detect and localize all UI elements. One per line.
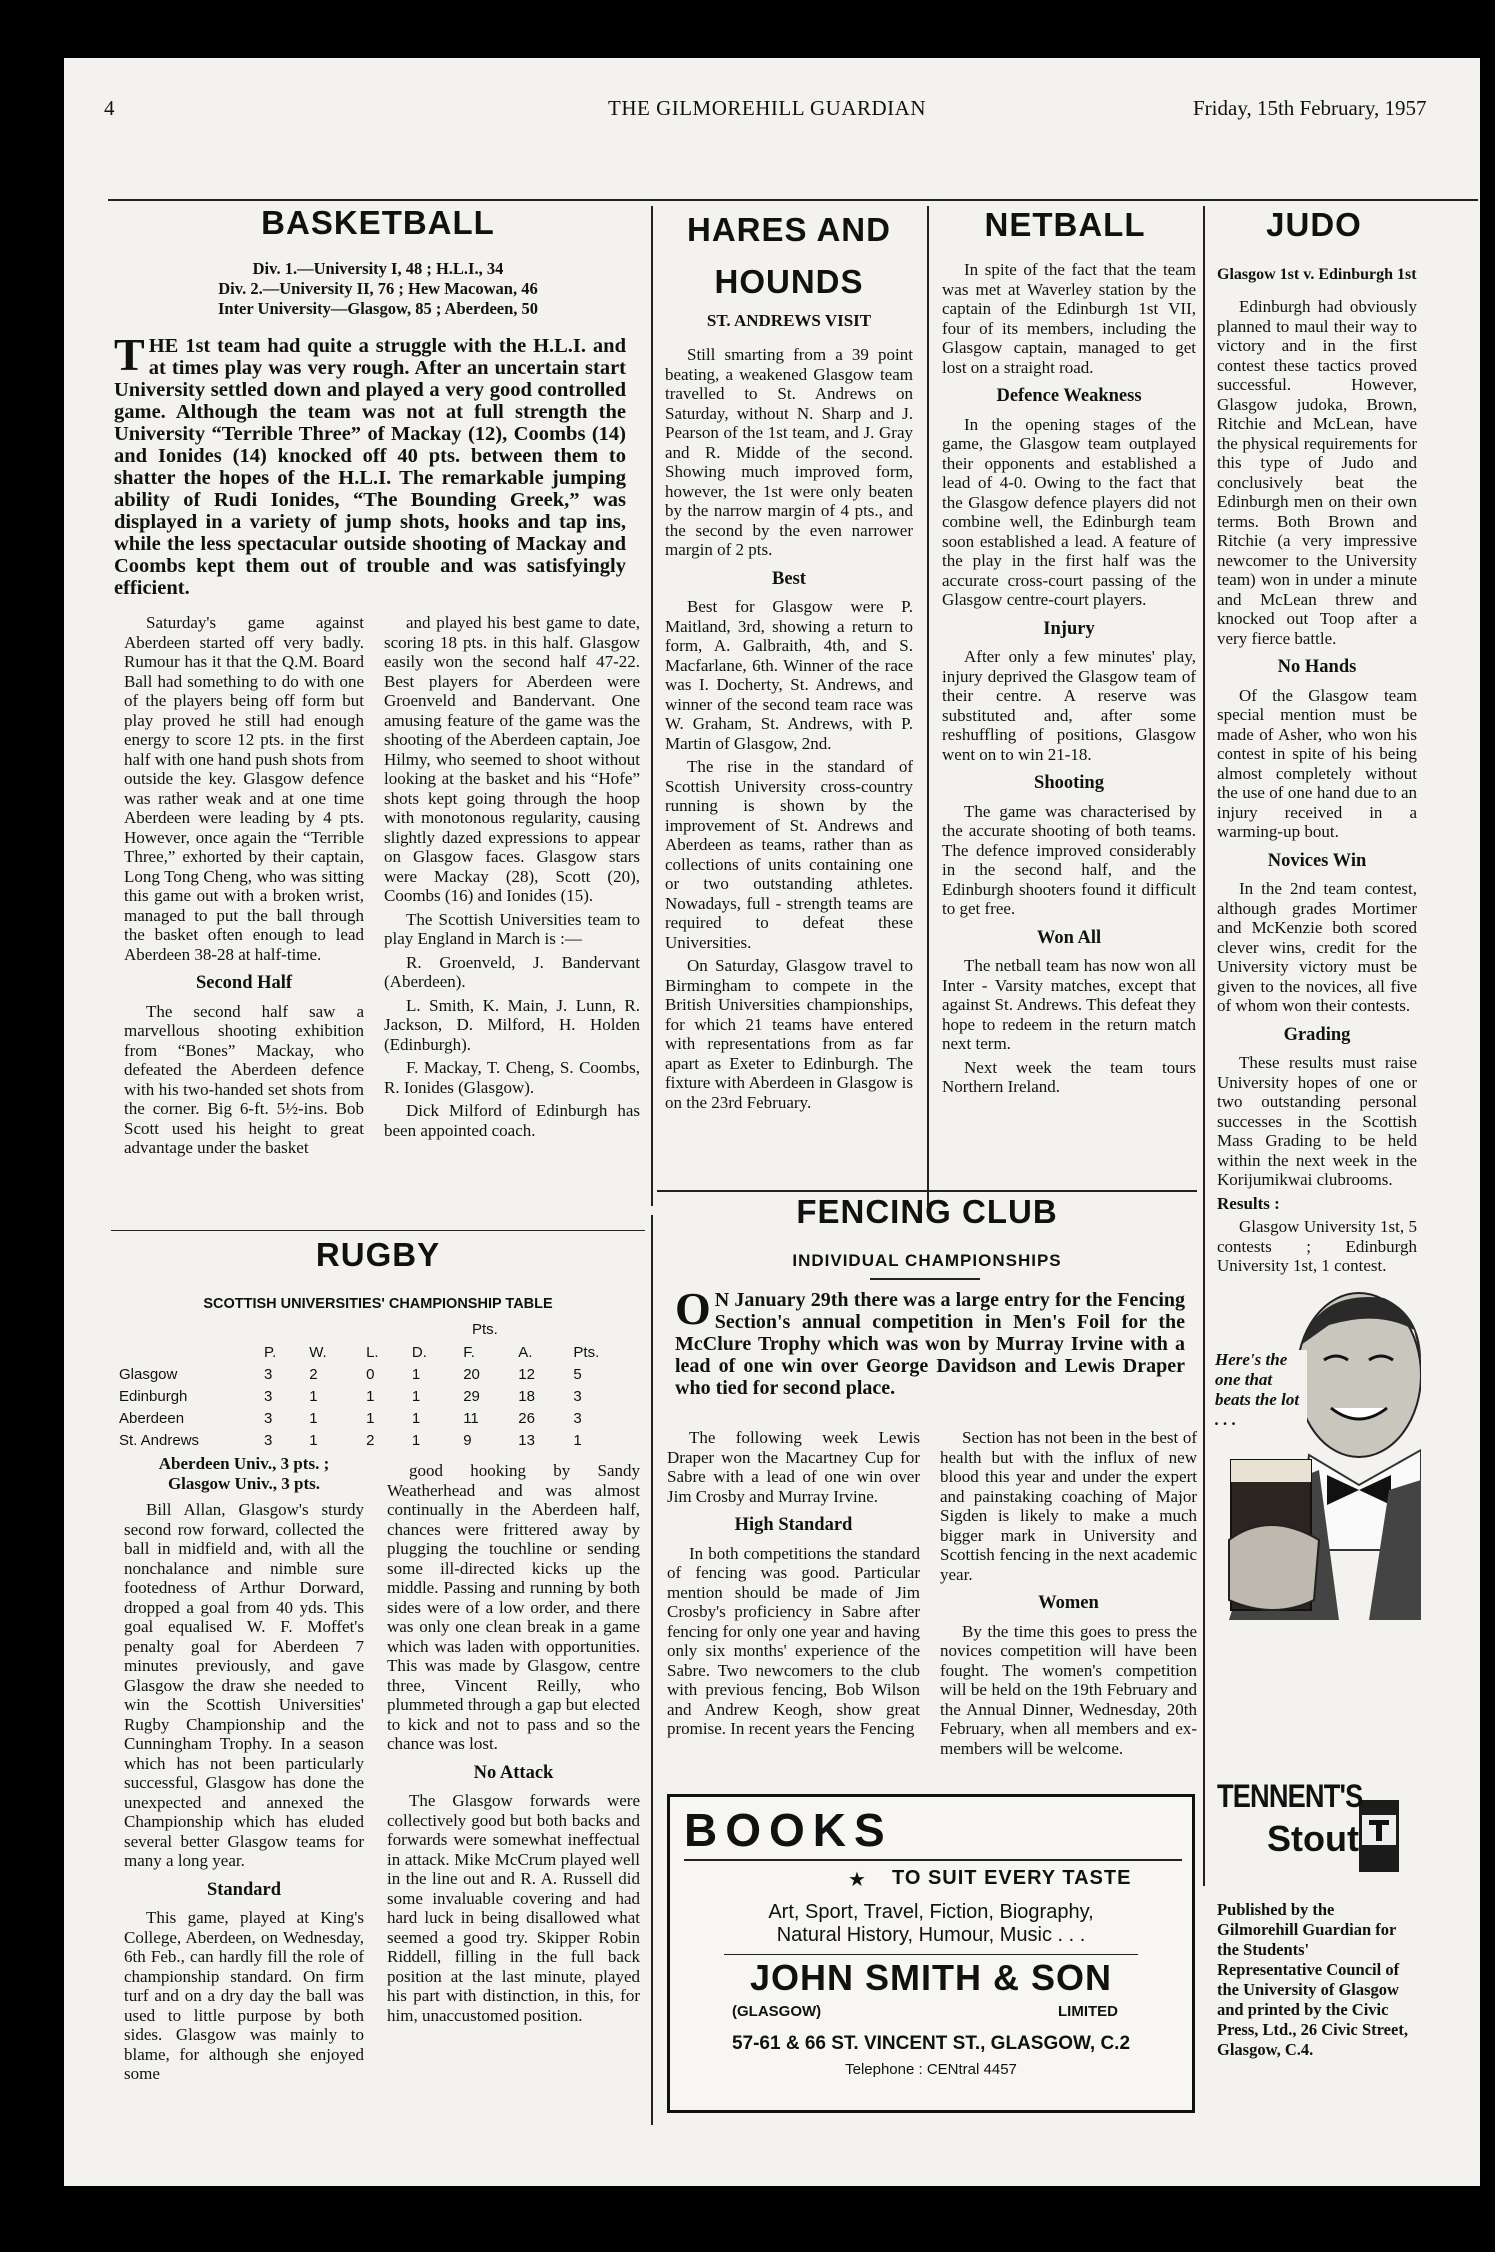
books-rule bbox=[724, 1954, 1138, 1955]
masthead-rule bbox=[108, 199, 1478, 201]
table-cell: 3 bbox=[264, 1431, 273, 1449]
hares-heading bbox=[657, 204, 921, 308]
table-header bbox=[115, 1341, 260, 1363]
subheading: Standard bbox=[206, 1879, 282, 1900]
table-cell: 12 bbox=[518, 1365, 535, 1383]
paragraph: This game, played at King's College, Aberdeen, on Wednesday, 6th Feb., can hardly fill the role of championship standard. On firm turf and on a dry day the ball was used to little purpose by both sides. Glasgow was mainly to blame, for although she enjoyed some bbox=[124, 1908, 364, 2083]
netball-heading: NETBALL bbox=[984, 206, 1146, 243]
tennents-product: Stout bbox=[1267, 1818, 1359, 1859]
paragraph: In both competitions the standard of fencing was good. Particular mention should be made of Jim Crosby's proficiency in Sabre after fencing for only one year and having only six months' experience of the Sabre. Two newcomers to the club with previous fencing, Bob Wilson and Andrew Keogh, show great promise. In recent years the Fencing bbox=[667, 1543, 920, 1738]
basketball-results bbox=[111, 259, 645, 319]
championship-table bbox=[115, 1341, 645, 1451]
drop-cap: O bbox=[675, 1289, 711, 1334]
table-cell: 13 bbox=[518, 1431, 535, 1449]
column-rule bbox=[927, 206, 929, 1206]
books-advert bbox=[667, 1794, 1195, 2113]
paragraph: Section has not been in the best of health but with the influx of new blood this year and under the expert and painstaking coaching of Major Sigden is likely to make a much bigger mark in University and Scottish fencing in the next academic year. bbox=[940, 1428, 1197, 1584]
column-rule bbox=[651, 206, 653, 1206]
paragraph: The Scottish Universities team to play England in March is :— bbox=[384, 909, 640, 948]
paragraph: In the opening stages of the game, the Glasgow team outplayed their opponents and established a lead of 4-0. Owing to the fact that the Glasgow defence players did not combine well, the Edinburgh team soon established a lead. A feature of the play in the first half was the accurate cross-court passing of the Glasgow centre-court players. bbox=[942, 414, 1196, 609]
table-cell: 1 bbox=[309, 1431, 318, 1449]
glass-foam bbox=[1231, 1460, 1311, 1482]
paragraph: The Glasgow forwards were collectively good but both backs and forwards were somewhat ineffectual in attack. Mike McCrum played well in the line out and R. A. Russell did some invaluable covering and had hard luck in being disallowed what seemed a good try. Skipper Robin Riddell, filling in the full back position at the last minute, played his part with distinction, in this, for him, unaccustomed position. bbox=[387, 1791, 640, 2025]
issue-date: Friday, 15th February, 1957 bbox=[1193, 96, 1427, 120]
hares-subtitle: ST. ANDREWS VISIT bbox=[706, 311, 872, 330]
books-title: BOOKS bbox=[684, 1804, 893, 1856]
table-header: L. bbox=[366, 1343, 379, 1361]
subheading: No Attack bbox=[473, 1762, 554, 1783]
rugby-score bbox=[124, 1454, 364, 1494]
paragraph: Edinburgh had obviously planned to maul their way to victory and in the first contest these tactics proved successful. However, Glasgow judoka, Brown, Ritchie and McLean, have the physical requirements for this type of Judo and conclusively beat the Edinburgh men on their own terms. Both Brown and Ritchie (a very impressive newcomer to the University team) won in under a minute and McLean threw and knocked out Toop after a very fierce battle. bbox=[1217, 297, 1417, 648]
table-cell: 1 bbox=[411, 1387, 421, 1405]
subheading: Won All bbox=[1036, 927, 1102, 948]
paragraph: good hooking by Sandy Weatherhead and was almost continually in the Aberdeen half, chances were frittered away by plugging the touchline or sending some ill-directed kicks up the middle. Passing and running by both sides were of a low order, and there was only one clean break in a game which was laden with opportunities. This was made by Glasgow, centre three, Vincent Reilly, who plummeted through a gap but elected to kick and not to pass and so the chance was lost. bbox=[387, 1461, 640, 1753]
subheading: Grading bbox=[1283, 1024, 1351, 1045]
subtitle-rule bbox=[870, 1278, 980, 1280]
page-number: 4 bbox=[104, 96, 115, 120]
paragraph: R. Groenveld, J. Bandervant (Aberdeen). bbox=[384, 952, 640, 991]
subheading: High Standard bbox=[734, 1515, 853, 1535]
subheading: Best bbox=[772, 568, 806, 589]
paragraph: The netball team has now won all Inter - Varsity matches, except that against St. Andrews. This defeat they hope to redeem in the return match next term. bbox=[942, 956, 1196, 1053]
netball-column bbox=[942, 260, 1196, 1180]
table-cell: 5 bbox=[573, 1365, 582, 1383]
column-rule bbox=[651, 1215, 653, 2125]
table-cell: 3 bbox=[573, 1409, 582, 1427]
subheading: Women bbox=[1038, 1593, 1099, 1613]
table-header: P. bbox=[264, 1343, 277, 1361]
publisher-imprint: Published by the Gilmorehill Guardian for the Students' Representative Council of the University of Glasgow and printed by the Civic Press, Ltd., 26 Civic Street, Glasgow, C.4. bbox=[1217, 1900, 1408, 2059]
tennents-brand: TENNENT'S bbox=[1217, 1778, 1363, 1814]
rugby-heading: RUGBY bbox=[315, 1236, 441, 1273]
subheading: Shooting bbox=[1034, 773, 1104, 793]
team-name: Glasgow bbox=[119, 1365, 178, 1383]
judo-heading: JUDO bbox=[1266, 206, 1362, 243]
basketball-column-2 bbox=[384, 613, 640, 1223]
section-rule bbox=[111, 1230, 645, 1231]
basketball-column-1 bbox=[124, 613, 364, 1205]
table-cell: 1 bbox=[411, 1365, 421, 1383]
paragraph: L. Smith, K. Main, J. Lunn, R. Jackson, D. Milford, H. Holden (Edinburgh). bbox=[384, 995, 640, 1054]
table-cell: 2 bbox=[366, 1431, 375, 1449]
books-address: 57-61 & 66 ST. VINCENT ST., GLASGOW, C.2 bbox=[731, 2033, 1131, 2054]
basketball-heading: BASKETBALL bbox=[261, 204, 495, 241]
team-name: St. Andrews bbox=[119, 1431, 200, 1449]
books-rule bbox=[684, 1859, 1182, 1861]
paragraph: Next week the team tours Northern Ireland. bbox=[942, 1057, 1196, 1096]
column-rule bbox=[1203, 206, 1205, 1886]
star-icon: ★ bbox=[848, 1869, 866, 1891]
result-line: Div. 1.—University I, 48 ; H.L.I., 34 bbox=[252, 259, 504, 278]
paragraph: By the time this goes to press the novices competition will have been fought. The women's competition will be held on the 19th February and the Annual Dinner, Wednesday, 20th February, when all members and ex-members will be welcome. bbox=[940, 1621, 1197, 1758]
paragraph: After only a few minutes' play, injury deprived the Glasgow team of their centre. A reserve was substituted and, after some reshuffling of positions, Glasgow went on to win 21-18. bbox=[942, 647, 1196, 764]
table-cell: 1 bbox=[366, 1409, 375, 1427]
table-cell: 3 bbox=[264, 1387, 273, 1405]
fencing-column-1 bbox=[667, 1428, 920, 1780]
subheading: Defence Weakness bbox=[996, 386, 1142, 406]
table-cell: 0 bbox=[366, 1365, 375, 1383]
rugby-table-title: SCOTTISH UNIVERSITIES' CHAMPIONSHIP TABLE bbox=[203, 1296, 553, 1312]
lede-text: N January 29th there was a large entry for the Fencing Section's annual competition in Men's Foil for the McClure Trophy which was won by Murray Irvine with a lead of one win over George Davidson and Lewis Draper who tied for second place. bbox=[675, 1289, 1185, 1399]
books-telephone: Telephone : CENtral 4457 bbox=[845, 2061, 1017, 2078]
table-cell: 1 bbox=[411, 1431, 421, 1449]
team-name: Aberdeen bbox=[119, 1409, 185, 1427]
paragraph: The rise in the standard of Scottish University cross-country running is shown by the improvement of St. Andrews and Aberdeen as teams, rather than as collections of units containing one or two outstanding athletes. Nowadays, full - strength teams are required to defeat these Universities. bbox=[665, 757, 913, 952]
table-row bbox=[115, 1385, 645, 1407]
paragraph: These results must raise University hopes of one or two outstanding personal successes in the Scottish Mass Grading to be held within the next week in the Korijumikwai clubrooms. bbox=[1217, 1053, 1417, 1189]
table-row bbox=[115, 1363, 645, 1385]
paragraph: Of the Glasgow team special mention must be made of Asher, who won his contest in spite of his being almost completely without the use of one hand due to an injury received in a warming-up bout. bbox=[1217, 685, 1417, 841]
drop-cap: T bbox=[114, 335, 145, 380]
paragraph: Bill Allan, Glasgow's sturdy second row forward, collected the ball in midfield and, with all the nonchalance and nimble sure footedness of Arthur Dorward, dropped a goal from 40 yds. This goal equalised W. F. Moffet's penalty goal for Aberdeen 7 minutes previously, and gave Glasgow the draw she needed to win the Scottish Universities' Rugby Championship and the Cunningham Trophy. In a season which has not been particularly successful, Glasgow has done the unexpected and annexed the Championship which has eluded several better Glasgow teams for many a long year. bbox=[124, 1500, 364, 1870]
lede-text: HE 1st team had quite a struggle with the H.L.I. and at times play was very rough. After an uncertain start University settled down and played a very good controlled game. Although the team was not at full strength the University “Terrible Three” of Mackay (12), Coombs (14) and Ionides (14) knocked off 40 pts. between them to shatter the hopes of the H.L.I. The remarkable jumping ability of Rudi Ionides, “The Bounding Greek,” was displayed in a variety of jump shots, hooks and tap ins, while the less spectacular outside shooting of Mackay and Coombs kept them out of trouble and was satisfyingly efficient. bbox=[114, 335, 626, 599]
table-header: W. bbox=[309, 1343, 327, 1361]
table-cell: 26 bbox=[518, 1409, 535, 1427]
result-line: Div. 2.—University II, 76 ; Hew Macowan, 46 bbox=[218, 279, 538, 298]
table-cell: 29 bbox=[463, 1387, 480, 1405]
fencing-column-2 bbox=[940, 1428, 1197, 1780]
books-limited: LIMITED bbox=[1058, 2003, 1118, 2020]
genres-line: Natural History, Humour, Music . . . bbox=[776, 1924, 1086, 1946]
heading-line: HARES AND bbox=[687, 211, 891, 248]
judo-subtitle: Glasgow 1st v. Edinburgh 1st bbox=[1217, 266, 1417, 283]
pts-label: Pts. bbox=[472, 1321, 498, 1338]
paragraph: The second half saw a marvellous shooting exhibition from “Bones” Mackay, who defeated the Aberdeen defence with his two-handed set shots from the corner. Big 6-ft. 5½-ins. Bob Scott used his height to great advantage under the basket bbox=[124, 1001, 364, 1157]
paragraph: F. Mackay, T. Cheng, S. Coombs, R. Ionides (Glasgow). bbox=[384, 1058, 640, 1097]
table-header: Pts. bbox=[573, 1343, 600, 1361]
table-cell: 18 bbox=[518, 1387, 535, 1405]
table-cell: 9 bbox=[463, 1431, 472, 1449]
table-cell: 1 bbox=[366, 1387, 375, 1405]
rugby-column-1 bbox=[124, 1500, 364, 2112]
table-cell: 3 bbox=[264, 1365, 273, 1383]
paragraph: Still smarting from a 39 point beating, a weakened Glasgow team travelled to St. Andrews on Saturday, without N. Sharp and J. Pearson of the 1st team, and J. Gray and R. Midde of the second. Showing much improved form, however, the 1st were only beaten by the narrow margin of 4 pts., and the second by the even narrower margin of 2 pts. bbox=[665, 345, 913, 559]
table-header: A. bbox=[518, 1343, 533, 1361]
table-cell: 1 bbox=[573, 1431, 582, 1449]
books-tagline: TO SUIT EVERY TASTE bbox=[892, 1867, 1132, 1889]
basketball-lede bbox=[114, 335, 626, 607]
table-cell: 2 bbox=[309, 1365, 318, 1383]
table-cell: 3 bbox=[573, 1387, 582, 1405]
table-header: F. bbox=[463, 1343, 475, 1361]
table-cell: 1 bbox=[411, 1409, 421, 1427]
paragraph: Glasgow University 1st, 5 contests ; Edinburgh University 1st, 1 contest. bbox=[1217, 1217, 1417, 1275]
fencing-heading: FENCING CLUB bbox=[796, 1193, 1058, 1230]
subheading: Novices Win bbox=[1267, 850, 1367, 871]
books-genres bbox=[670, 1901, 1192, 1947]
table-cell: 20 bbox=[463, 1365, 480, 1383]
fencing-subtitle: INDIVIDUAL CHAMPIONSHIPS bbox=[792, 1251, 1062, 1270]
score-line: Aberdeen Univ., 3 pts. ; bbox=[158, 1454, 330, 1473]
fencing-lede bbox=[675, 1289, 1185, 1429]
table-cell: 1 bbox=[309, 1387, 318, 1405]
subheading: Second Half bbox=[195, 973, 293, 993]
paragraph: Dick Milford of Edinburgh has been appointed coach. bbox=[384, 1101, 640, 1140]
section-rule bbox=[657, 1190, 1197, 1192]
subheading: Injury bbox=[1043, 618, 1095, 639]
table-row bbox=[115, 1429, 645, 1451]
hares-column bbox=[665, 345, 913, 1177]
paragraph: Best for Glasgow were P. Maitland, 3rd, showing a return to form, A. Galbraith, 4th, and S. Macfarlane, 6th. Winner of the race was I. Docherty, St. Andrews, and winner of the second team race was W. Graham, St. Andrews, with P. Martin of Glasgow, 2nd. bbox=[665, 597, 913, 753]
rugby-column-2 bbox=[387, 1461, 640, 2121]
newspaper-name: THE GILMOREHILL GUARDIAN bbox=[608, 96, 927, 120]
paragraph: The game was characterised by the accurate shooting of both teams. The defence improved considerably in the second half, and the Edinburgh shooters found it difficult to get free. bbox=[942, 801, 1196, 918]
ad-caption: Here's the one that beats the lot . . . bbox=[1215, 1350, 1307, 1430]
hand bbox=[1229, 1525, 1319, 1610]
paragraph: In spite of the fact that the team was met at Waverley station by the captain of the Edinburgh 1st VII, four of its members, including the Glasgow captain, managed to get lost on a straight road. bbox=[942, 260, 1196, 377]
result-line: Inter University—Glasgow, 85 ; Aberdeen, 50 bbox=[217, 299, 539, 318]
results-label: Results : bbox=[1217, 1193, 1280, 1213]
paragraph: The following week Lewis Draper won the Macartney Cup for Sabre with a lead of one win over Jim Crosby and Murray Irvine. bbox=[667, 1428, 920, 1506]
heading-line: HOUNDS bbox=[714, 263, 864, 300]
subheading: No Hands bbox=[1277, 657, 1357, 677]
paragraph: Saturday's game against Aberdeen started off very badly. Rumour has it that the Q.M. Board Ball had something to do with one of the players being off form but play proved he still had enough energy to score 12 pts. in the first half with one hand push shots from outside the key. Glasgow defence was rather weak and at one time Aberdeen were leading by 4 pts. However, once again the “Terrible Three,” exhorted by their captain, Long Tong Cheng, who was sitting this game out with a broken wrist, managed to put the ball through the basket often enough to lead Aberdeen 38-28 at half-time. bbox=[124, 613, 364, 964]
table-row bbox=[115, 1407, 645, 1429]
judo-column bbox=[1217, 297, 1417, 1277]
table-cell: 3 bbox=[264, 1409, 273, 1427]
table-header-row bbox=[115, 1341, 645, 1363]
team-name: Edinburgh bbox=[119, 1387, 188, 1405]
tennents-advert bbox=[1209, 1290, 1421, 1885]
paragraph: In the 2nd team contest, although grades Mortimer and McKenzie both scored clever wins, credit for the University victory must be given to the novices, all five of whom won their contests. bbox=[1217, 879, 1417, 1015]
genres-line: Art, Sport, Travel, Fiction, Biography, bbox=[768, 1901, 1094, 1923]
paragraph: On Saturday, Glasgow travel to Birmingham to compete in the British Universities championships, for which 21 teams have entered with representations from as far apart as Exeter to Edinburgh. The fixture with Aberdeen in Glasgow is on the 23rd February. bbox=[665, 956, 913, 1112]
table-cell: 11 bbox=[463, 1409, 479, 1427]
books-glasgow: (GLASGOW) bbox=[732, 2003, 822, 2020]
paragraph: and played his best game to date, scoring 18 pts. in this half. Glasgow easily won the second half 47-22. Best players for Aberdeen were Groenveld and Bandervant. One amusing feature of the game was the shooting of the Aberdeen captain, Joe Hilmy, who seemed to shoot without looking at the basket and his “Hofe” shots kept going through the hoop with monotonous regularity, causing slightly dazed expressions to appear on Glasgow faces. Glasgow stars were Mackay (28), Scott (20), Coombs (16) and Ionides (15). bbox=[384, 613, 640, 905]
score-line: Glasgow Univ., 3 pts. bbox=[167, 1474, 321, 1493]
books-company: JOHN SMITH & SON bbox=[749, 1957, 1113, 1998]
table-cell: 1 bbox=[309, 1409, 318, 1427]
table-header: D. bbox=[411, 1343, 427, 1361]
